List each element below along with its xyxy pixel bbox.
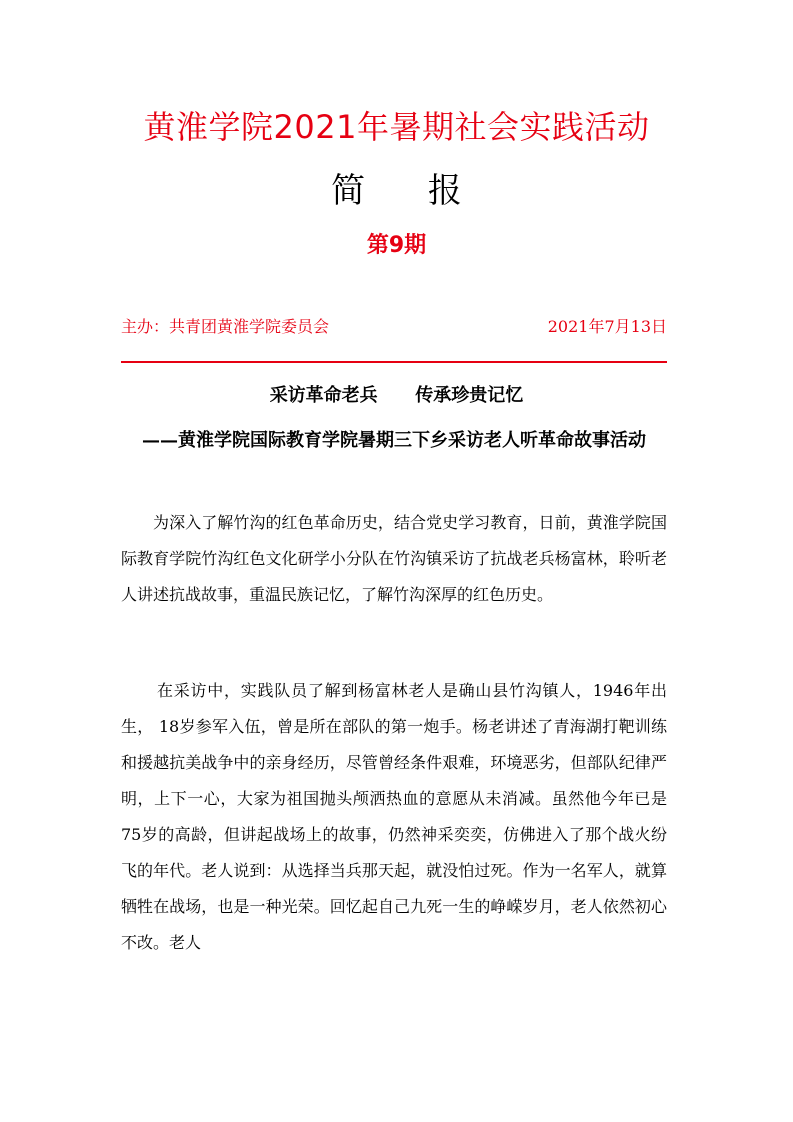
masthead-title: 黄淮学院2021年暑期社会实践活动	[143, 108, 650, 146]
issue-number: 第9期	[366, 233, 427, 258]
article-title: 采访革命老兵 传承珍贵记忆	[269, 385, 524, 406]
article-subtitle: ——黄淮学院国际教育学院暑期三下乡采访老人听革命故事活动	[142, 430, 646, 451]
red-divider	[121, 361, 667, 363]
organizer-line: 主办：共青团黄淮学院委员会	[121, 317, 330, 336]
article-paragraph: 在采访中，实践队员了解到杨富林老人是确山县竹沟镇人，1946年出生， 18岁参军入伍，曾是所在部队的第一炮手。杨老讲述了青海湖打靶训练和援越抗美战争中的亲身经历，尽管曾经条件艰难，环境恶劣，但部队纪律严明，上下一心，大家为祖国抛头颅洒热血的意愿从未消减。虽然他今年已是75岁的高龄，但讲起战场上的故事，仍然神采奕奕，仿佛进入了那个战火纷飞的年代。老人说到：从选择当兵那天起，就没怕过死。作为一名军人，就算牺牲在战场，也是一种光荣。回忆起自己九死一生的峥嵘岁月，老人依然初心不改。老人	[121, 681, 667, 952]
masthead-subtitle: 简 报	[331, 171, 488, 211]
article-paragraph: 为深入了解竹沟的红色革命历史，结合党史学习教育，日前，黄淮学院国际教育学院竹沟红色文化研学小分队在竹沟镇采访了抗战老兵杨富林，聆听老人讲述抗战故事，重温民族记忆，了解竹沟深厚的红色历史。	[121, 513, 667, 604]
issue-date: 2021年7月13日	[547, 317, 667, 336]
meta-row	[121, 313, 667, 341]
